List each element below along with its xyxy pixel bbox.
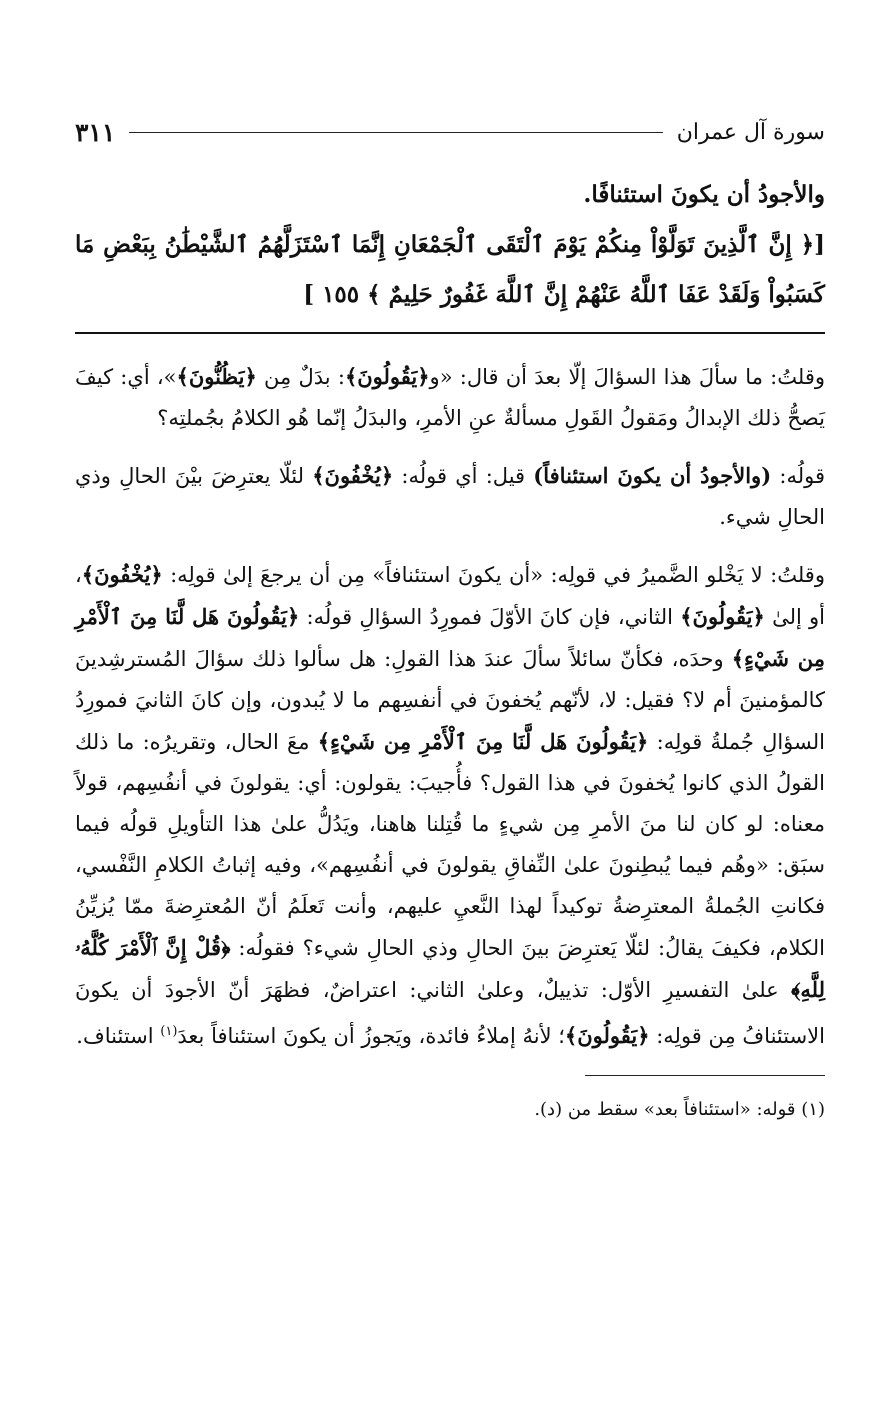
paragraph-3	[75, 554, 825, 1057]
quote-yaqulun: ﴿يَقُولُونَ﴾	[680, 604, 765, 629]
footnote: (١) قوله: «استئنافاً بعد» سقط من (د).	[534, 1099, 825, 1120]
para3-text-1: وقلتُ: لا يَخْلو الضَّميرُ في قولِه: «أن يكونَ استئنافاً» مِن أن يرجعَ إلىٰ قولِه:	[162, 563, 825, 587]
para2-text-a: قولُه:	[771, 464, 825, 488]
footnote-divider	[585, 1075, 825, 1076]
running-header	[75, 110, 825, 154]
verse-number: ١٥٥ ]	[303, 281, 360, 308]
para3-text-8: استئناف.	[76, 1024, 161, 1048]
para3-text-2: ، أو إلىٰ	[75, 563, 826, 629]
page	[75, 110, 825, 1124]
quote-yaqulun: ﴿يَقُولُونَ﴾	[344, 364, 430, 389]
lead-sentence: والأجودُ أن يكونَ استئنافًا.	[583, 181, 825, 208]
quote-hal-lana: ﴿يَقُولُونَ هَل لَّنَا مِنَ ٱلْأَمْرِ مِن شَيْءٍ﴾	[75, 604, 825, 671]
header-rule	[129, 132, 662, 133]
quote-yukhfun: ﴿يُخْفُونَ﴾	[81, 562, 163, 587]
para2-text-c: قيل: أي قولُه:	[393, 464, 534, 488]
paragraph-2	[75, 455, 825, 538]
quote-yukhfun: ﴿يُخْفُونَ﴾	[312, 463, 394, 488]
para3-text-6: علىٰ التفسيرِ الأوّل: تذييلٌ، وعلىٰ الثاني: اعتراضٌ، فظهَرَ أنّ الأجودَ أن يكونَ الاستئنافُ مِن قولِه:	[75, 978, 825, 1048]
para3-text-3: الثاني، فإن كانَ الأوّلَ فمورِدُ السؤالِ قولُه:	[299, 605, 681, 629]
para1-text-b: : بدَلٌ مِن	[256, 365, 345, 389]
footnote-reference[interactable]: (١)	[160, 1024, 178, 1039]
quote-yazunnun: ﴿يَظُنُّونَ﴾	[176, 364, 257, 389]
verse-text: [﴿ إِنَّ ٱلَّذِينَ تَوَلَّوْاْ مِنكُمْ يَوْمَ ٱلْتَقَى ٱلْجَمْعَانِ إِنَّمَا ٱسْتَزَلَّهُمُ ٱلشَّيْطَٰنُ بِبَعْضِ مَا كَسَبُواْ وَلَقَدْ عَفَا ٱللَّهُ عَنْهُمْ إِنَّ ٱللَّهَ غَفُورٌ حَلِيمٌ ﴾	[75, 231, 825, 308]
verse-divider	[75, 332, 825, 334]
quran-verse	[75, 220, 825, 320]
para3-text-4: وحدَه، فكأنّ سائلاً سألَ عندَ هذا القولِ: هل سألوا ذلك سؤالَ المُسترشِدينَ كالمؤمنينَ أم لا؟ فقيل: لا، لأنّهم يُخفونَ في أنفسِهم ما لا يُبدون، وإن كانَ الثانيَ فمورِدُ السؤالِ جُملةُ قولِه:	[75, 647, 825, 754]
para3-text-5: معَ الحال، وتقريرُه: ما ذلك القولُ الذي كانوا يُخفونَ في هذا القول؟ فأُجيبَ: يقولون: أي: يقولونَ في أنفُسِهم، قولاً معناه: لو كان لنا منَ الأمرِ مِن شيءٍ ما قُتِلنا هاهنا، ويَدُلُّ علىٰ هذا التأويلِ قولُه فيما سبَق: «وهُم فيما يُبطِنونَ علىٰ النِّفاقِ يقولونَ في أنفُسِهم»، وفيه إثباتُ الكلامِ النَّفْسي، فكانتِ الجُملةُ المعترِضةُ توكيداً لهذا النَّعيِ عليهم، وأنت تَعلَمُ أنّ المُعترِضةَ ممّا يُزيِّنُ الكلام، فكيفَ يقالُ: لئلّا يَعترِضَ بينَ الحالِ وذي الحالِ شيء؟ فقولُه:	[75, 730, 826, 960]
para1-text-c: »، أي: كيفَ يَصحُّ ذلك الإبدالُ ومَقولُ القَولِ مسألةٌ عنِ الأمرِ، والبدَلُ إنّما هُو الكلامُ بجُملتِه؟	[75, 365, 825, 430]
para3-text-7: ؛ لأنهُ إملاءُ فائدة، ويَجوزُ أن يكونَ استئنافاً بعدَ	[177, 1024, 565, 1048]
cited-phrase: (والأجودُ أن يكونَ استئنافاً)	[533, 463, 772, 488]
para2-text-d: لئلّا يعترِضَ بيْنَ الحالِ وذي الحالِ شيء.	[75, 464, 825, 529]
quote-yaqulun: ﴿يَقُولُونَ﴾	[564, 1023, 650, 1048]
surah-name: سورة آل عمران	[676, 119, 825, 145]
quote-qul-inna-al-amr: ﴿قُلْ إِنَّ ٱلْأَمْرَ كُلَّهُۥ لِلَّهِ﴾	[75, 935, 825, 1002]
paragraph-1	[75, 356, 825, 439]
quote-hal-lana: ﴿يَقُولُونَ هَل لَّنَا مِنَ ٱلْأَمْرِ مِن شَيْءٍ﴾	[317, 729, 649, 754]
para1-text-a: وقلتُ: ما سألَ هذا السؤالَ إلّا بعدَ أن قال: «و	[429, 365, 825, 389]
page-number: ٣١١	[75, 117, 116, 147]
